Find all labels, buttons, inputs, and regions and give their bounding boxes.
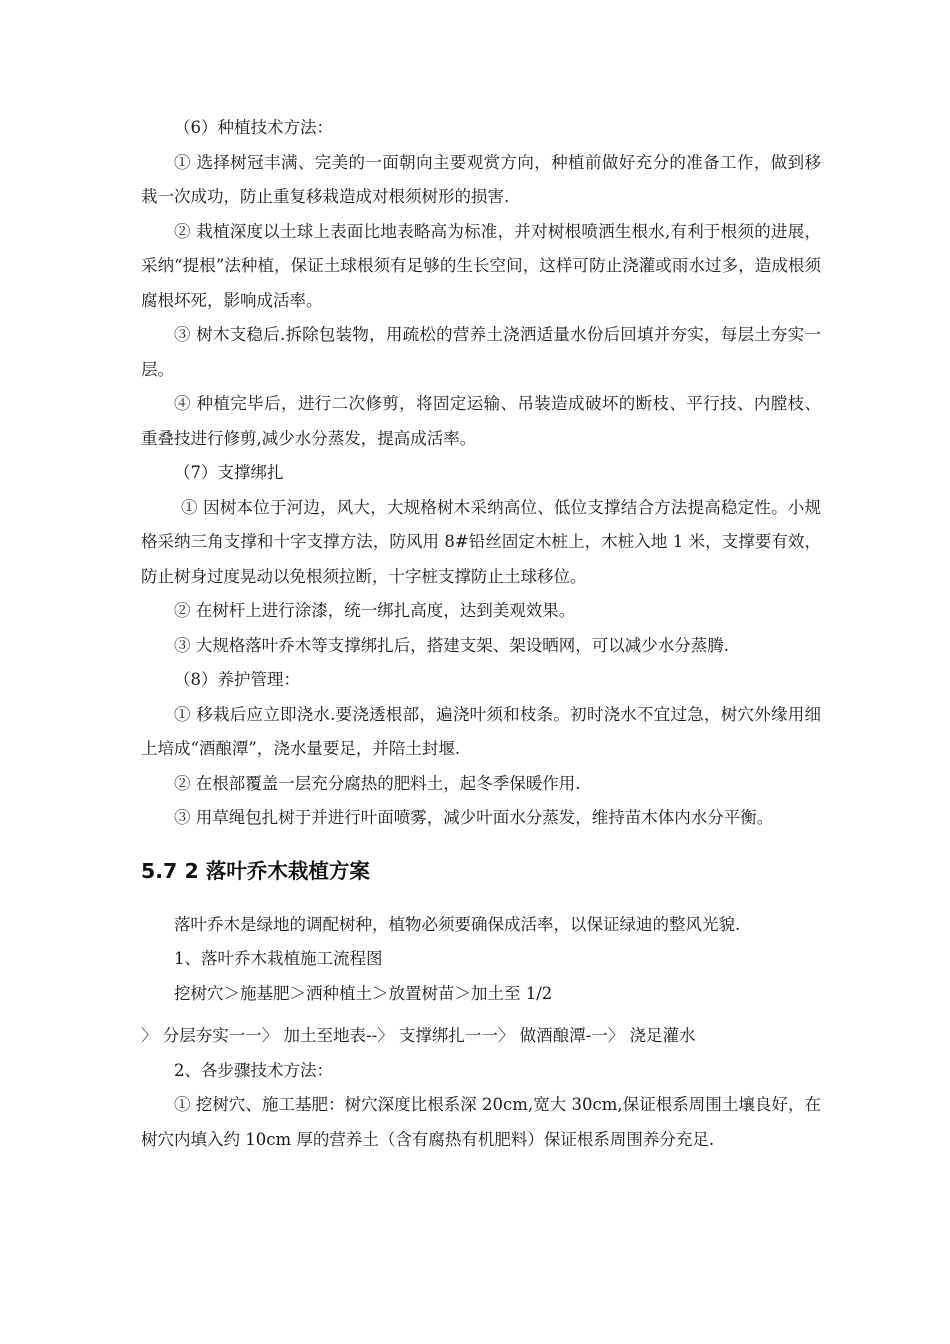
section-7-item-3: ③ 大规格落叶乔木等支撑绑扎后，搭建支架、架设晒网，可以减少水分蒸腾. — [174, 635, 729, 655]
section-6-item-4: ④ 种植完毕后，进行二次修剪，将固定运输、吊装造成破坏的断枝、平行技、内膛枝、重叠技进行修剪,减少水分蒸发，提高成活率。 — [141, 394, 821, 448]
section-7-item-1: ① 因树本位于河边，风大，大规格树木采纳高位、低位支撑结合方法提高稳定性。小规格采纳三角支撑和十字支撑方法，防风用 8#铅丝固定木桩上，木桩入地 1 米，支撑要有效，防止树身过度晃动以免根须拉断，十字桩支撑防止土球移位。 — [141, 497, 821, 586]
section-intro: 落叶乔木是绿地的调配树种，植物必须要确保成活率，以保证绿迪的整风光貌. — [174, 914, 741, 934]
step-1-text: ① 挖树穴、施工基肥：树穴深度比根系深 20cm,宽大 30cm,保证根系周围土壤良好，在树穴内填入约 10cm 厚的营养土（含有腐热有机肥料）保证根系周围养分充足. — [141, 1095, 821, 1149]
section-6-item-1: ① 选择树冠丰满、完美的一面朝向主要观赏方向，种植前做好充分的准备工作，做到移栽一次成功，防止重复移栽造成对根须树形的损害. — [141, 152, 821, 206]
flow-chart-title: 1、落叶乔木栽植施工流程图 — [174, 949, 383, 968]
section-7-item-2: ② 在树杆上进行涂漆，统一绑扎高度，达到美观效果。 — [174, 601, 576, 620]
section-8-item-2: ② 在根部覆盖一层充分腐热的肥料土，起冬季保暖作用. — [174, 773, 581, 793]
section-6-item-3: ③ 树木支稳后.拆除包装物，用疏松的营养土浇洒适量水份后回填并夯实，每层土夯实一层。 — [141, 325, 821, 379]
flow-chart-line-2: 〉 分层夯实一一〉 加土至地表--〉 支撑绑扎一一〉 做酒酿潭-一〉 浇足灌水 — [141, 1026, 696, 1045]
section-8-item-1: ① 移栽后应立即浇水.要浇透根部，遍浇叶须和枝条。初时浇水不宜过急，树穴外缘用细上培成“酒酿潭”，浇水量要足，并陪土封堰. — [141, 704, 821, 758]
section-7-title: （7）支撑绑扎 — [174, 463, 284, 482]
page-content — [141, 111, 821, 1157]
section-8-item-3: ③ 用草绳包扎树于并进行叶面喷雾，减少叶面水分蒸发，维持苗木体内水分平衡。 — [174, 808, 774, 827]
flow-chart-line-1: 挖树穴＞施基肥＞洒种植土＞放置树苗＞加土至 1/2 — [174, 983, 553, 1003]
section-6-title: （6）种植技术方法： — [174, 118, 333, 137]
steps-title: 2、各步骤技术方法： — [174, 1060, 333, 1080]
section-8-title: （8）养护管理： — [174, 670, 300, 689]
section-heading-5-7-2: 5.7 2 落叶乔木栽植方案 — [141, 858, 370, 883]
section-6-item-2: ② 栽植深度以土球上表面比地表略高为标准，并对树根喷洒生根水,有利于根须的进展，采纳“提根”法种植，保证土球根须有足够的生长空间，这样可防止浇灌或雨水过多，造成根须腐根坏死，影响成活率。 — [141, 221, 821, 310]
